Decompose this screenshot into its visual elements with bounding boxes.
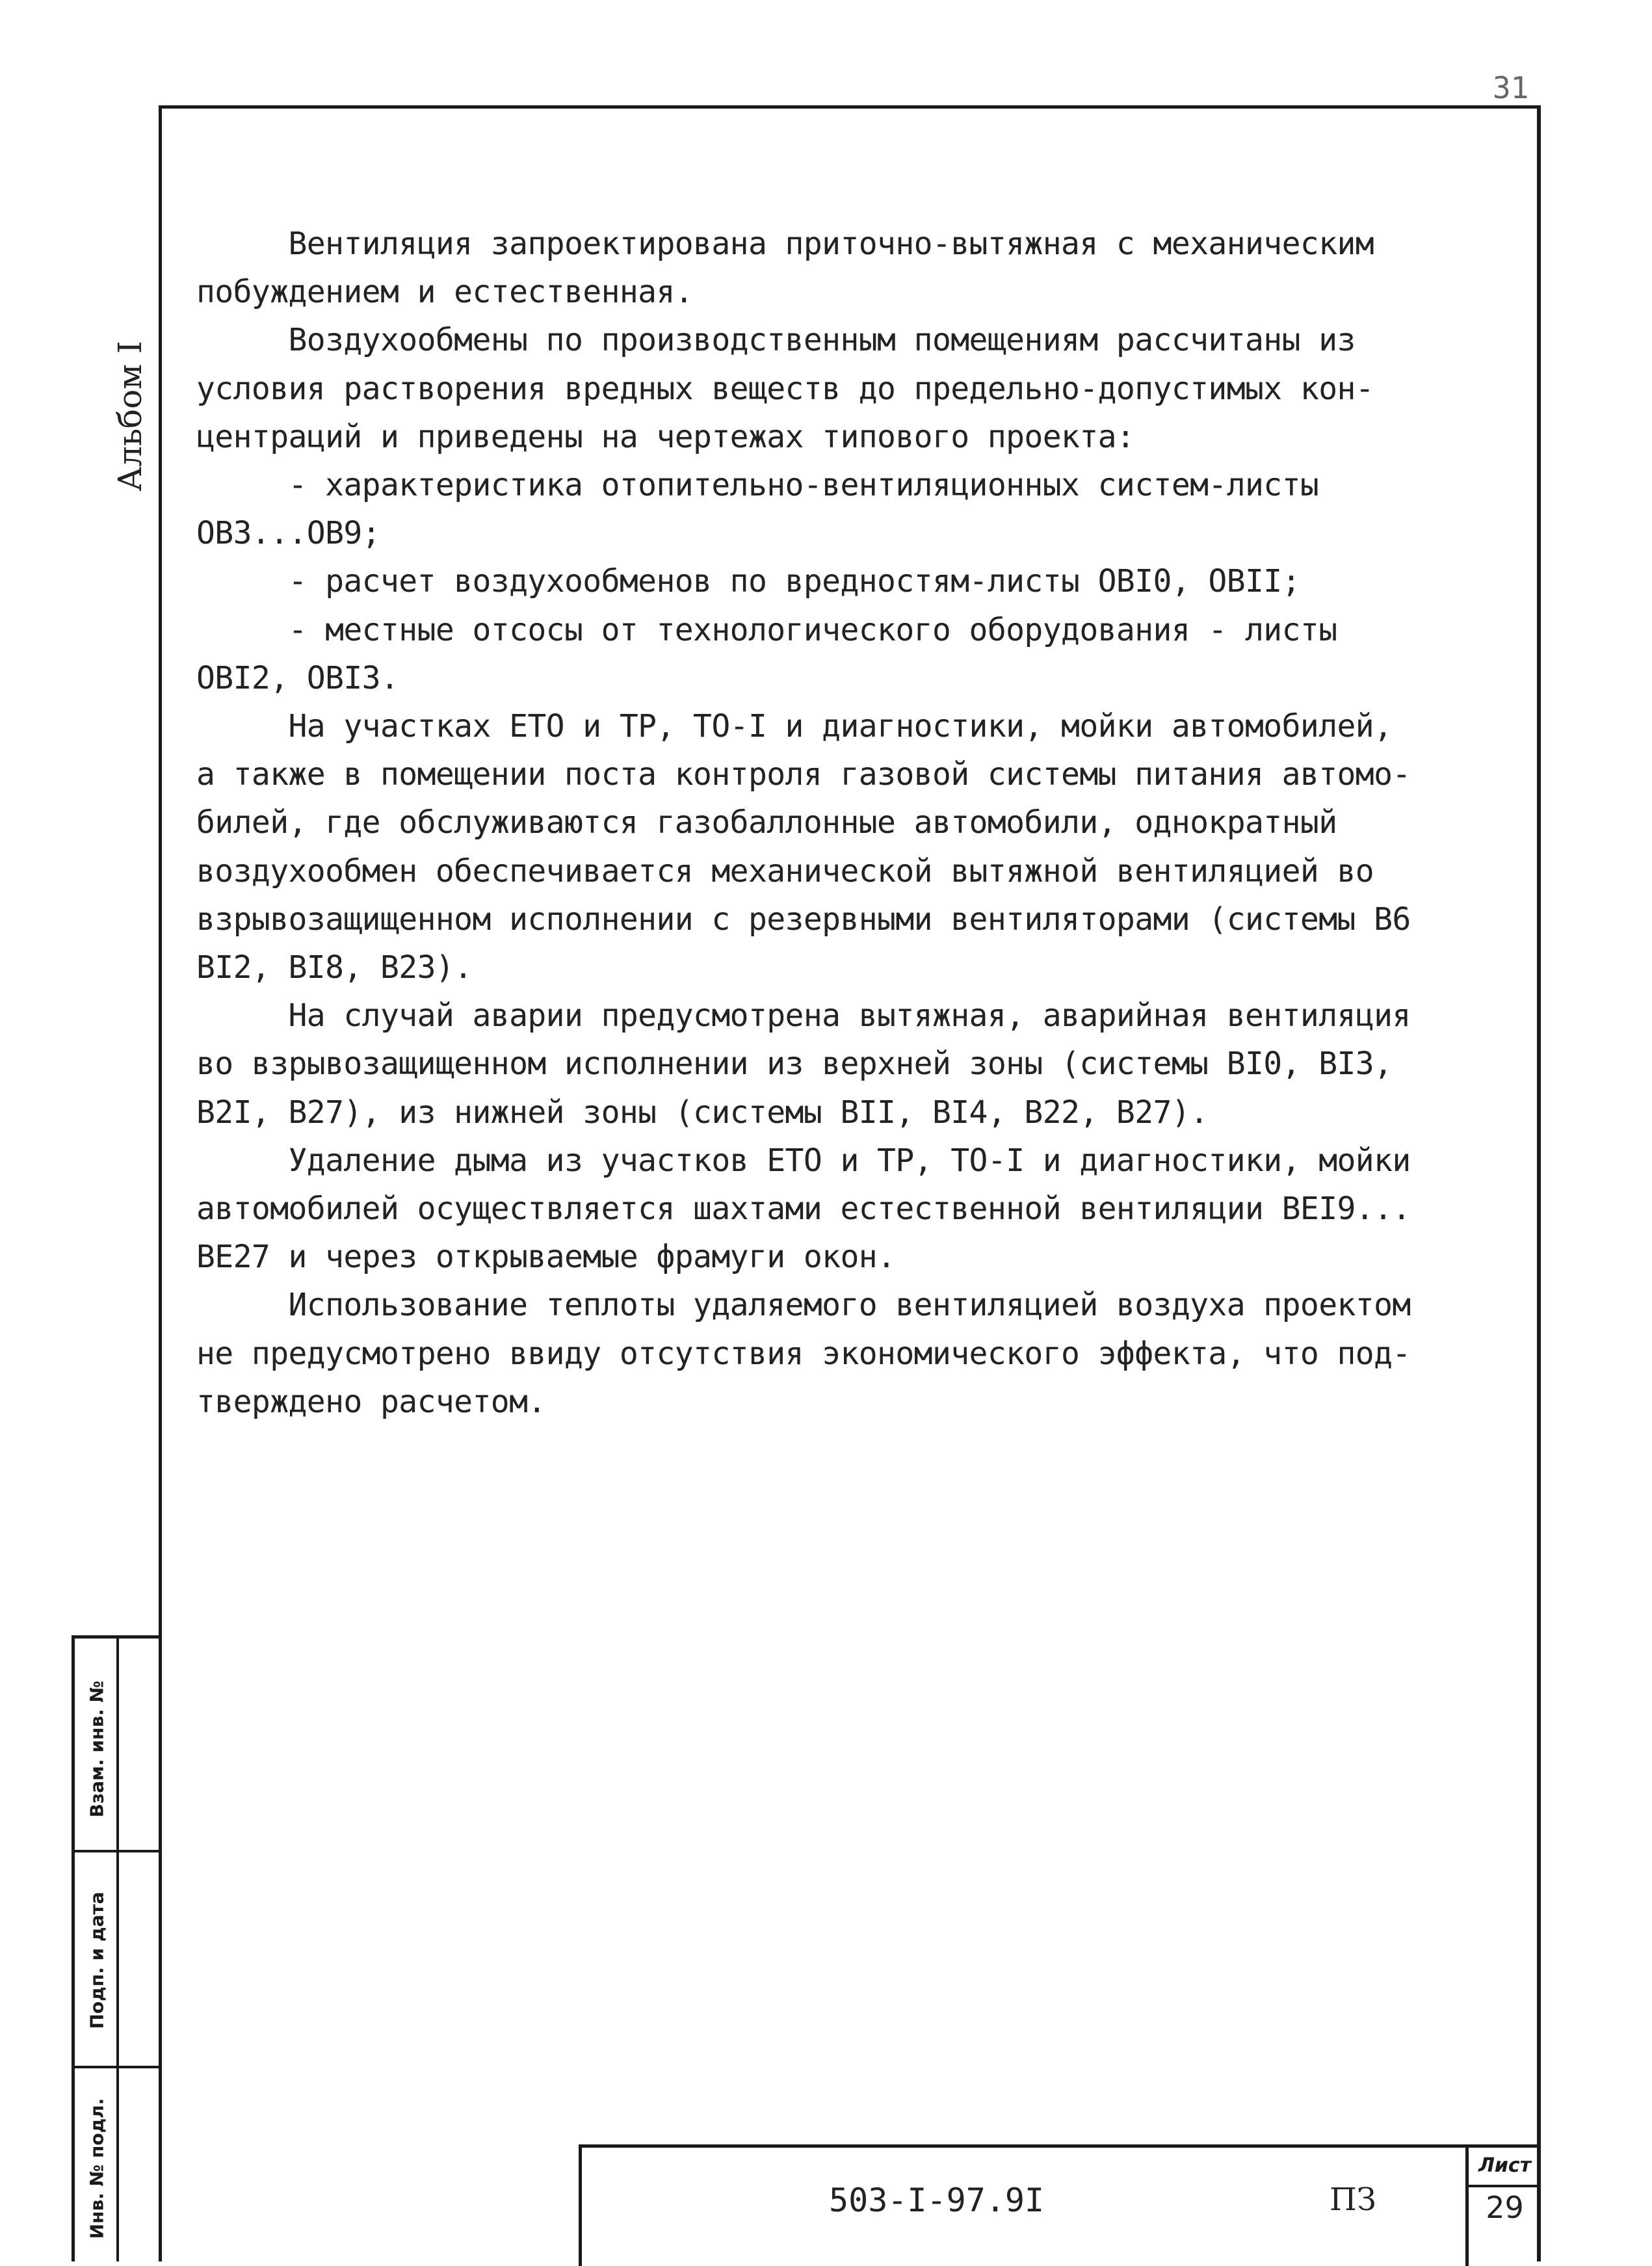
text-line: - характеристика отопительно-вентиляционных систем-листы bbox=[196, 467, 1319, 504]
stamp-divider bbox=[75, 2066, 162, 2068]
text-line: ВЕ27 и через открываемые фрамуги окон. bbox=[196, 1239, 896, 1276]
sheet-cell bbox=[1465, 2144, 1541, 2266]
text-line: Воздухообмены по производственным помещениям рассчитаны из bbox=[196, 322, 1356, 359]
text-line: - расчет воздухообменов по вредностям-листы ОВI0, ОВII; bbox=[196, 563, 1300, 600]
text-line: ОВI2, ОВI3. bbox=[196, 659, 399, 696]
text-line: воздухообмен обеспечивается механической вытяжной вентиляцией во bbox=[196, 852, 1374, 889]
stamp-label-original-inv: Инв. № подл. bbox=[86, 2098, 108, 2239]
text-line: Вентиляция запроектирована приточно-вытяжная с механическим bbox=[196, 226, 1374, 262]
stamp-divider bbox=[116, 1639, 119, 2261]
stamp-divider bbox=[75, 1850, 162, 1852]
section-code: ПЗ bbox=[1330, 2181, 1376, 2218]
stamp-label-signature-date: Подп. и дата bbox=[86, 1891, 108, 2029]
text-line: В2I, В27), из нижней зоны (системы ВII, ВI4, В22, В27). bbox=[196, 1094, 1209, 1131]
album-label: Альбом I bbox=[111, 341, 149, 492]
body-text bbox=[196, 220, 1516, 1426]
text-line: не предусмотрено ввиду отсутствия экономического эффекта, что под- bbox=[196, 1335, 1411, 1372]
document-code: 503-I-97.9I bbox=[829, 2181, 1045, 2219]
text-line: побуждением и естественная. bbox=[196, 274, 694, 311]
text-line: ВI2, ВI8, В23). bbox=[196, 949, 473, 986]
sheet-number: 29 bbox=[1486, 2190, 1524, 2225]
approval-stamp bbox=[72, 1635, 162, 2261]
text-line: - местные отсосы от технологического оборудования - листы bbox=[196, 611, 1337, 648]
sheet-label: Лист bbox=[1469, 2147, 1541, 2187]
page-number: 31 bbox=[1493, 70, 1529, 105]
text-line: На случай аварии предусмотрена вытяжная, аварийная вентиляция bbox=[196, 997, 1411, 1034]
text-line: центраций и приведены на чертежах типового проекта: bbox=[196, 418, 1135, 455]
text-line: автомобилей осуществляется шахтами естественной вентиляции ВЕI9... bbox=[196, 1191, 1411, 1228]
text-line: Удаление дыма из участков ЕТО и ТР, ТО-I и диагностики, мойки bbox=[196, 1142, 1411, 1179]
stamp-label-replacement-inv: Взам. инв. № bbox=[86, 1680, 108, 1818]
text-line: взрывозащищенном исполнении с резервными вентиляторами (системы В6 bbox=[196, 901, 1411, 938]
text-line: На участках ЕТО и ТР, ТО-I и диагностики, мойки автомобилей, bbox=[196, 708, 1393, 745]
text-line: билей, где обслуживаются газобаллонные автомобили, однократный bbox=[196, 804, 1337, 841]
text-line: тверждено расчетом. bbox=[196, 1383, 546, 1420]
text-line: ОВ3...ОВ9; bbox=[196, 515, 380, 552]
text-line: во взрывозащищенном исполнении из верхней зоны (системы ВI0, ВI3, bbox=[196, 1046, 1393, 1083]
text-line: а также в помещении поста контроля газовой системы питания автомо- bbox=[196, 756, 1411, 793]
text-line: Использование теплоты удаляемого вентиляцией воздуха проектом bbox=[196, 1287, 1411, 1324]
text-line: условия растворения вредных веществ до предельно-допустимых кон- bbox=[196, 370, 1374, 407]
title-block bbox=[579, 2144, 1541, 2266]
